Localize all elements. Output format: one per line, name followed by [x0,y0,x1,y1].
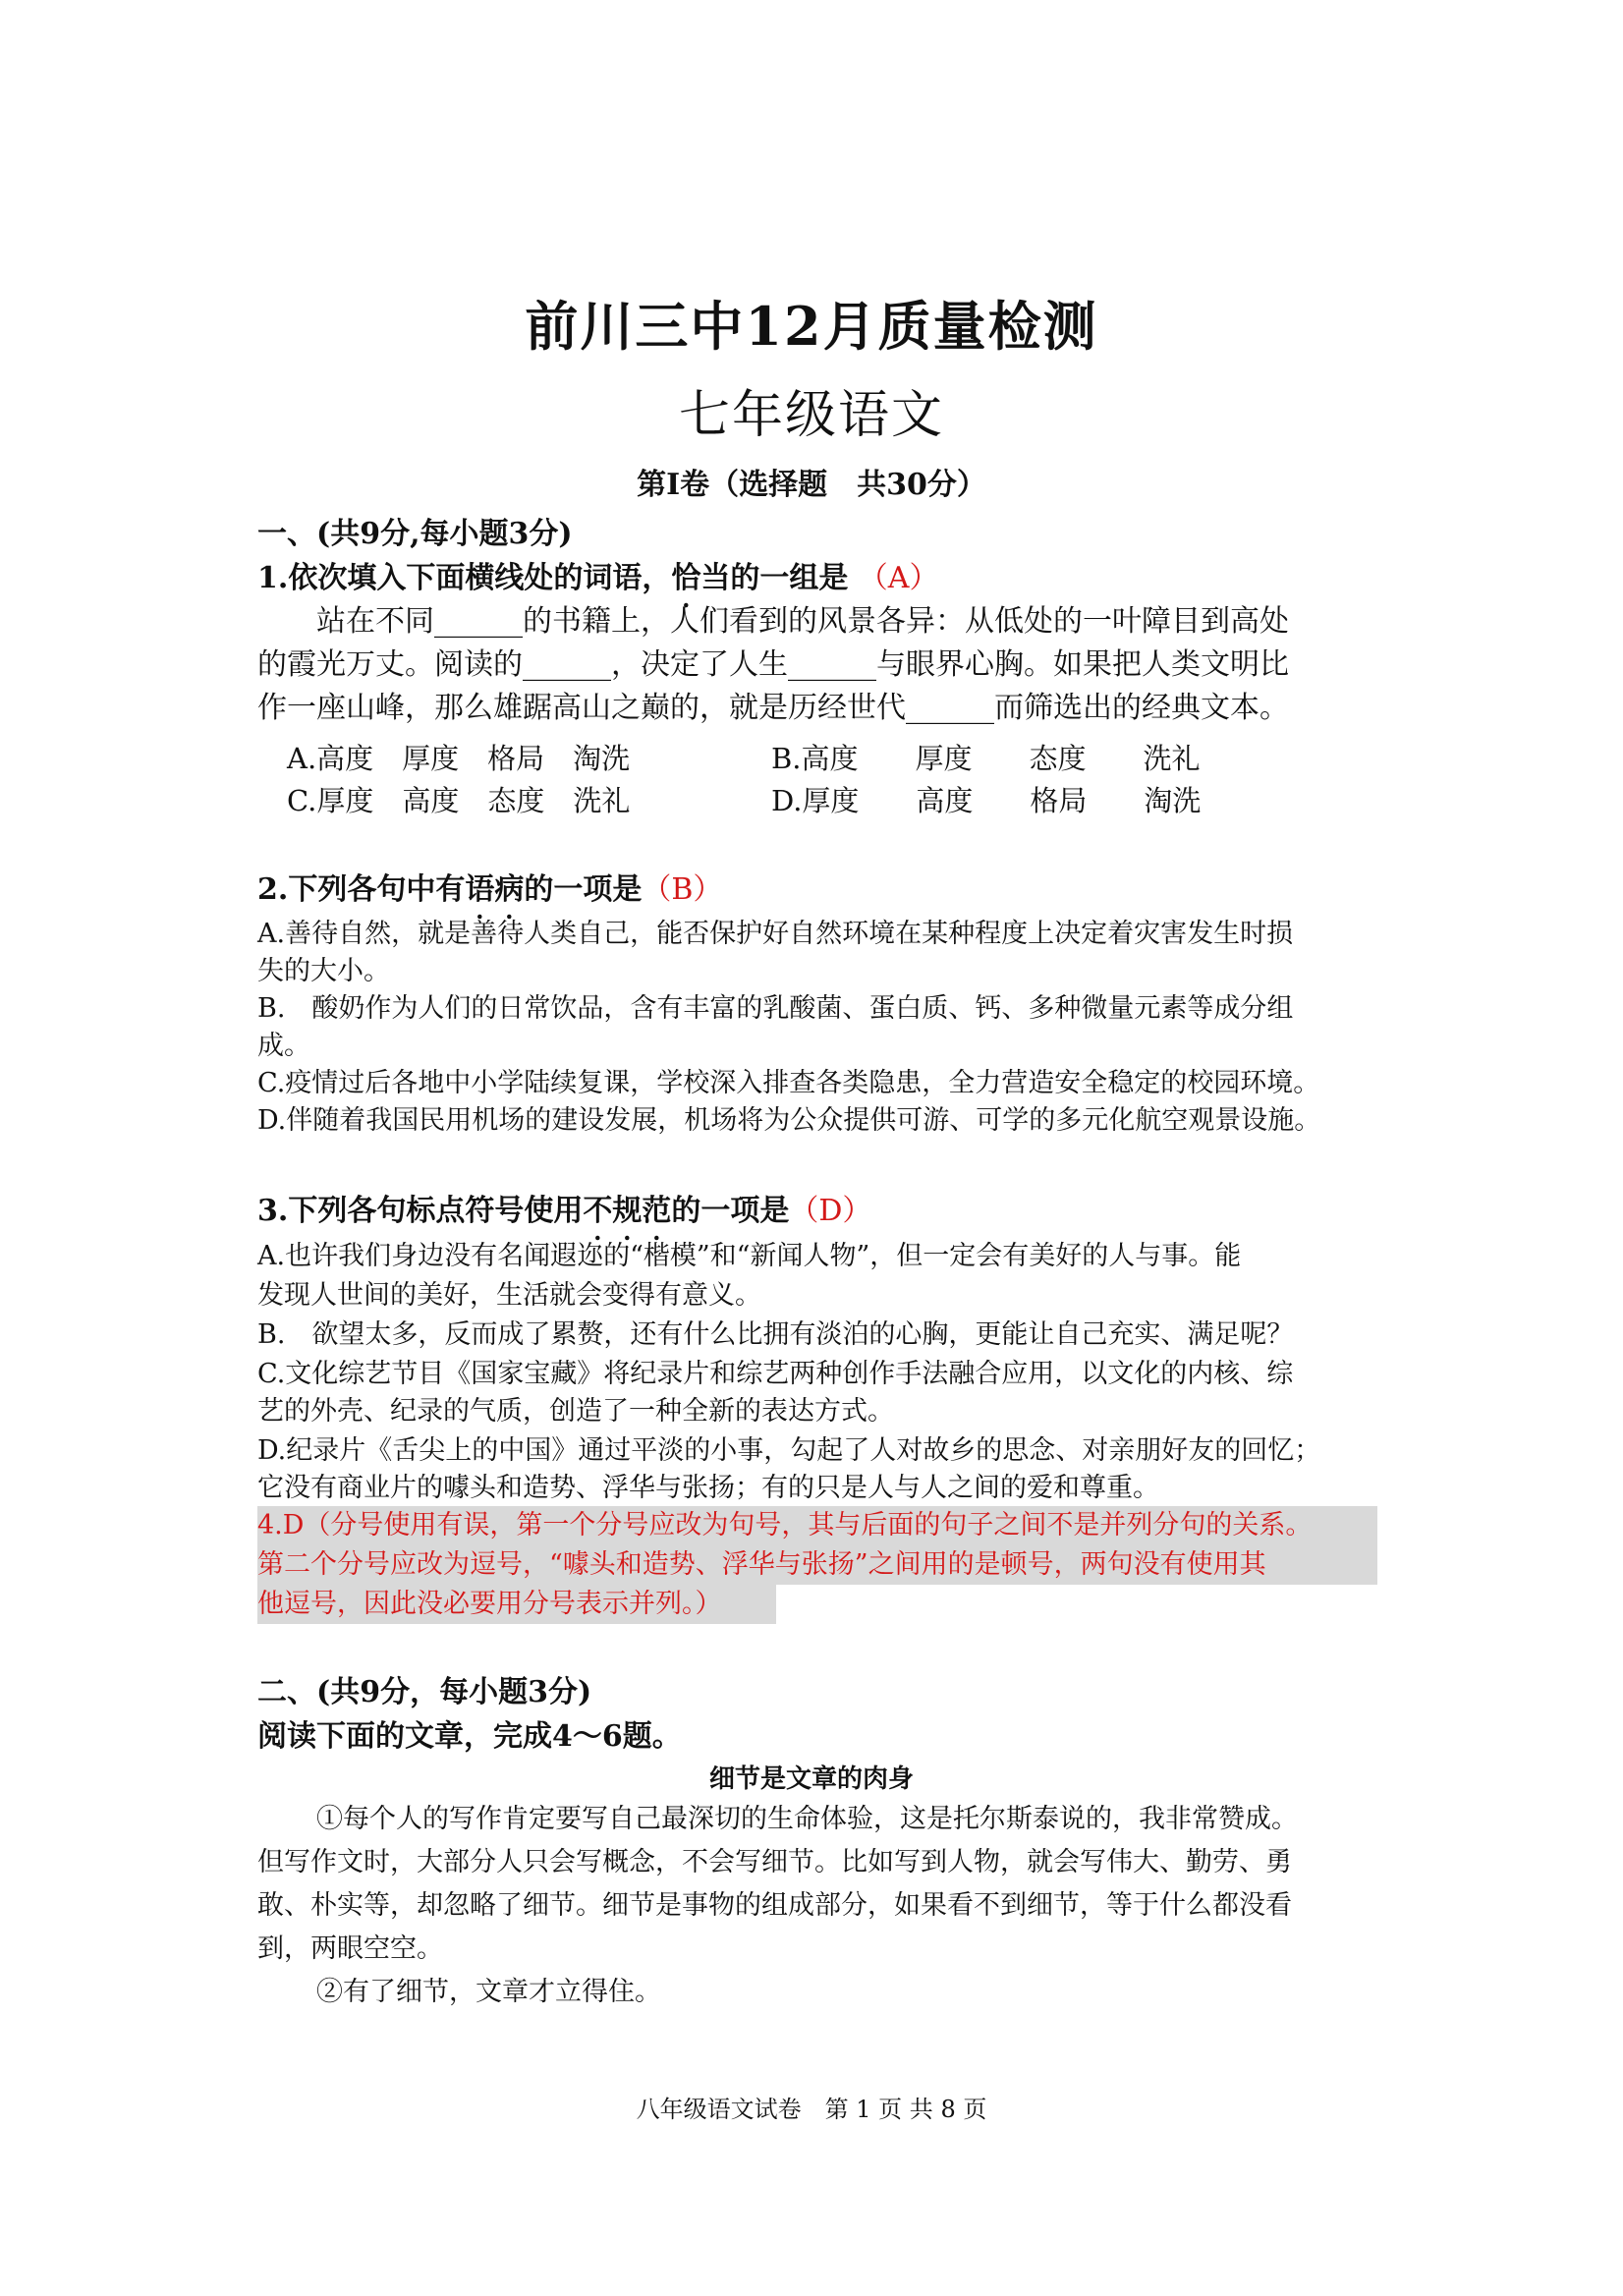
q1-stem [257,553,938,596]
q3-stem [257,1186,871,1229]
q1-stem-dot1: 恰 [671,561,701,595]
q3-option-a-line2: 发现人世间的美好，生活就会变得有意义。 [257,1280,761,1311]
article-p1-line3: 敢、朴实等，却忽略了细节。细节是事物的组成部分，如果看不到细节，等于什么都没看 [257,1890,1292,1921]
q1-stem-dot2: 当 [700,561,731,595]
q3-option-b: B. 欲望太多，反而成了累赘，还有什么比拥有淡泊的心胸，更能让自己充实、满足呢？ [257,1319,1294,1350]
q1-option-b: B.高度 厚度 态度 洗礼 [771,742,1201,775]
answer-note-line1: 4.D（分号使用有误，第一个分号应改为句号，其与后面的句子之间不是并列分句的关系。 [257,1510,1313,1540]
q2-option-c: C.疫情过后各地中小学陆续复课，学校深入排查各类隐患，全力营造安全稳定的校园环境。 [257,1068,1320,1098]
q1-stem-post: 的一组是 [730,561,849,595]
article-p1-line4: 到，两眼空空。 [257,1933,443,1964]
q3-stem-pre: 3.下列各句标点符号使用 [257,1194,584,1228]
q1-line1: 站在不同______的书籍上，人们看到的风景各异：从低处的一叶障目到高处 [316,604,1289,639]
exam-title: 前川三中12月质量检测 [525,295,1098,358]
q1-line3: 作一座山峰，那么雄踞高山之巅的，就是历经世代______而筛选出的经典文本。 [257,691,1289,725]
q3-option-c-line2: 艺的外壳、纪录的气质，创造了一种全新的表达方式。 [257,1396,894,1427]
q2-option-a-line1: A.善待自然，就是善待人类自己，能否保护好自然环境在某种程度上决定着灾害发生时损 [257,919,1294,949]
q2-stem-pre: 2.下列各句中有 [257,872,466,907]
q2-stem [257,865,722,908]
q1-answer: （A） [858,561,939,595]
q2-answer: （B） [642,872,723,907]
q2-option-d: D.伴随着我国民用机场的建设发展，机场将为公众提供可游、可学的多元化航空观景设施。 [257,1105,1321,1136]
q3-option-c-line1: C.文化综艺节目《国家宝藏》将纪录片和综艺两种创作手法融合应用，以文化的内核、综 [257,1359,1294,1389]
q3-option-d-line1: D.纪录片《舌尖上的中国》通过平淡的小事，勾起了人对故乡的思念、对亲朋好友的回忆； [257,1435,1321,1466]
exam-subtitle: 七年级语文 [678,386,944,445]
section1-heading: 一、(共9分,每小题3分) [257,517,573,551]
q3-answer: （D） [789,1194,872,1228]
q1-line2: 的霞光万丈。阅读的______，决定了人生______与眼界心胸。如果把人类文明比 [257,647,1289,682]
q2-option-b-line1: B. 酸奶作为人们的日常饮品，含有丰富的乳酸菌、蛋白质、钙、多种微量元素等成分组 [257,993,1294,1024]
q2-stem-post: 的一项是 [524,872,643,907]
q3-stem-dot3: 范 [642,1194,672,1228]
q2-stem-dot1: 语 [465,872,495,907]
q3-stem-post: 的一项是 [671,1194,790,1228]
article-p1-line1: ①每个人的写作肯定要写自己最深切的生命体验，这是托尔斯泰说的，我非常赞成。 [316,1804,1298,1834]
q3-stem-dot2: 规 [612,1194,643,1228]
q2-option-b-line2: 成。 [257,1031,310,1061]
section2-instruction: 阅读下面的文章，完成4～6题。 [257,1719,682,1754]
volume-heading: 第Ⅰ卷（选择题 共30分） [637,468,986,502]
answer-note-line3: 他逗号，因此没必要用分号表示并列。） [257,1589,722,1619]
page-footer: 八年级语文试卷 第 1 页 共 8 页 [636,2096,987,2123]
q2-stem-dot2: 病 [494,872,525,907]
answer-note-line2: 第二个分号应改为逗号，“噱头和造势、浮华与张扬”之间用的是顿号，两句没有使用其 [257,1549,1266,1580]
article-title: 细节是文章的肉身 [708,1764,914,1794]
q1-stem-pre: 1.依次填入下面横线处的词语， [257,561,672,595]
section2-heading: 二、(共9分，每小题3分) [257,1675,592,1709]
q1-option-c: C.厚度 高度 态度 洗礼 [287,784,631,817]
q3-option-a-line1: A.也许我们身边没有名闻遐迩的“楷模”和“新闻人物”，但一定会有美好的人与事。能 [257,1241,1242,1271]
article-p1-line2: 但写作文时，大部分人只会写概念，不会写细节。比如写到人物，就会写伟大、勤劳、勇 [257,1847,1292,1877]
q1-option-d: D.厚度 高度 格局 淘洗 [771,784,1202,817]
q3-stem-dot1: 不 [583,1194,613,1228]
q2-option-a-line2: 失的大小。 [257,956,390,986]
q1-option-a: A.高度 厚度 格局 淘洗 [287,742,631,775]
q3-option-d-line2: 它没有商业片的噱头和造势、浮华与张扬；有的只是人与人之间的爱和尊重。 [257,1473,1159,1503]
article-p2-line1: ②有了细节，文章才立得住。 [316,1977,661,2007]
